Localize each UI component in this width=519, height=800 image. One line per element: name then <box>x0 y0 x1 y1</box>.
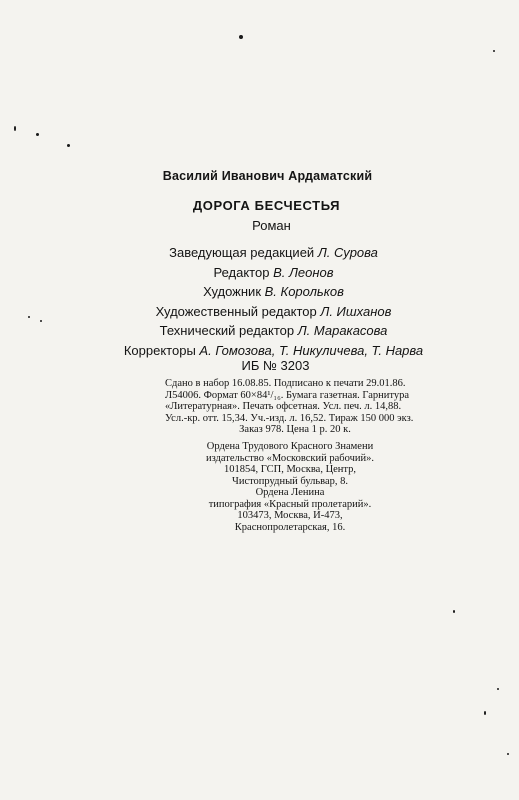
print-details <box>165 378 425 436</box>
credit-role: Редактор <box>213 264 270 280</box>
credit-name: В. Корольков <box>264 284 344 300</box>
scan-speck <box>36 133 39 136</box>
scan-speck <box>14 126 16 131</box>
print-details-line: Л54006. Формат 60×84¹/₁₆. Бумага газетная. Гарнитура <box>165 389 409 401</box>
credits-list <box>0 243 519 361</box>
publisher-address <box>150 441 430 487</box>
scan-speck <box>493 50 495 52</box>
ib-number: ИБ № 3203 <box>241 358 310 373</box>
publisher-line: 101854, ГСП, Москва, Центр, <box>223 464 357 476</box>
credit-line <box>0 302 519 322</box>
author-name: Василий Иванович Ардаматский <box>162 169 373 183</box>
credit-name: А. Гомозова, Т. Никуличева, Т. Нарва <box>199 342 424 358</box>
credit-role: Художественный редактор <box>155 303 317 319</box>
credit-line <box>0 243 519 263</box>
scan-speck <box>507 753 509 755</box>
credit-name: В. Леонов <box>273 264 334 280</box>
publisher-line: издательство «Московский рабочий». <box>205 452 375 464</box>
credit-name: Л. Сурова <box>317 245 378 260</box>
book-title: ДОРОГА БЕСЧЕСТЬЯ <box>192 198 341 213</box>
printer-line: типография «Красный пролетарий». <box>208 498 372 510</box>
credit-line <box>0 321 519 341</box>
print-details-line: «Литературная». Печать офсетная. Усл. печ. л. 14,88. <box>165 401 402 413</box>
print-details-line: Сдано в набор 16.08.85. Подписано к печати 29.01.86. <box>165 378 406 389</box>
printer-line: 103473, Москва, И-473, <box>237 510 343 522</box>
printer-address <box>150 487 430 533</box>
credit-role: Художник <box>203 284 262 300</box>
publisher-line: Чистопрудный бульвар, 8. <box>232 475 348 487</box>
printer-line: Краснопролетарская, 16. <box>234 521 346 533</box>
credit-role: Заведующая редакцией <box>169 245 315 260</box>
print-details-line: Усл.-кр. отт. 15,34. Уч.-изд. л. 16,52. Тираж 150 000 экз. <box>165 412 414 424</box>
publisher-line: Ордена Трудового Красного Знамени <box>206 441 374 452</box>
print-details-line: Заказ 978. Цена 1 р. 20 к. <box>239 424 351 436</box>
credit-line <box>0 263 519 283</box>
scan-speck <box>497 688 499 690</box>
scan-speck <box>67 144 70 147</box>
scan-speck <box>453 610 455 613</box>
scan-speck <box>239 35 243 39</box>
credit-line <box>0 282 519 302</box>
credit-role: Корректоры <box>123 342 196 358</box>
scan-speck <box>484 711 486 715</box>
credit-role: Технический редактор <box>159 323 295 339</box>
printer-line: Ордена Ленина <box>255 487 325 498</box>
book-genre: Роман <box>252 218 291 233</box>
credit-name: Л. Ишханов <box>320 303 392 319</box>
credit-name: Л. Маракасова <box>297 323 388 339</box>
